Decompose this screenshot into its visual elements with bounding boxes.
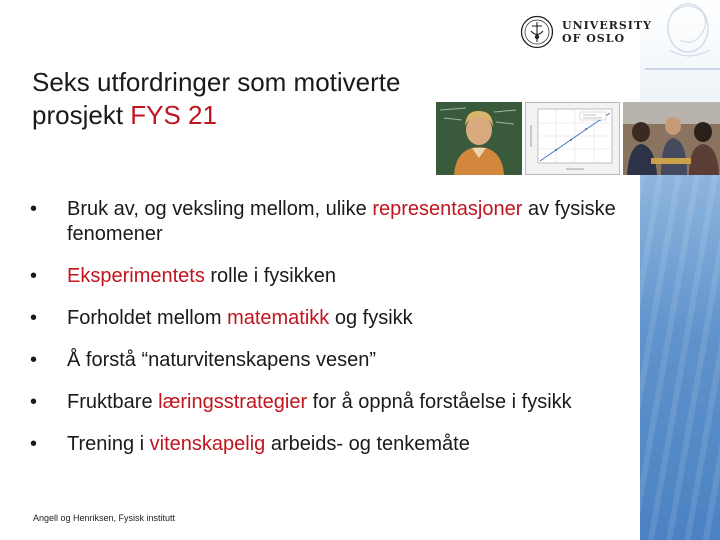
title-line1: Seks utfordringer som motiverte bbox=[32, 67, 401, 97]
list-item-text: Å forstå “naturvitenskapens vesen” bbox=[67, 349, 377, 371]
bullet-marker: • bbox=[30, 307, 38, 329]
list-item-text: Fruktbare bbox=[67, 391, 159, 413]
title-line2-accent: FYS 21 bbox=[130, 100, 217, 130]
list-item bbox=[30, 432, 630, 457]
list-item-text-end: av fysiske fenomener bbox=[67, 198, 616, 245]
list-item-text-end: og fysikk bbox=[329, 307, 413, 329]
university-name-line2: OF OSLO bbox=[562, 32, 626, 45]
classroom-photo bbox=[623, 102, 720, 175]
list-item-text: Trening i bbox=[67, 433, 150, 455]
list-item-highlight: matematikk bbox=[227, 307, 330, 329]
list-item-text-end: rolle i fysikken bbox=[204, 265, 336, 287]
university-seal-icon bbox=[520, 15, 554, 49]
university-name-line1: UNIVERSITY bbox=[562, 19, 652, 32]
list-item-highlight: læringsstrategier bbox=[158, 391, 308, 413]
list-item-highlight: Eksperimentets bbox=[67, 265, 205, 287]
list-item bbox=[30, 348, 630, 373]
list-item-text: Bruk av, og veksling mellom, ulike bbox=[67, 198, 373, 220]
list-item bbox=[30, 390, 630, 415]
bullet-list bbox=[30, 197, 630, 474]
bullet-marker: • bbox=[30, 433, 38, 455]
graph-image bbox=[525, 102, 620, 175]
list-item-text-end: for å oppnå forståelse i fysikk bbox=[307, 391, 572, 413]
list-item bbox=[30, 197, 630, 247]
title-line2-prefix: prosjekt bbox=[32, 100, 131, 130]
bust-watermark bbox=[640, 0, 720, 70]
header-rule bbox=[645, 68, 720, 70]
list-item-highlight: vitenskapelig bbox=[149, 433, 266, 455]
list-item-text-end: arbeids- og tenkemåte bbox=[265, 433, 470, 455]
list-item-highlight: representasjoner bbox=[372, 198, 523, 220]
list-item bbox=[30, 264, 630, 289]
teacher-photo bbox=[436, 102, 522, 175]
side-band-pattern bbox=[640, 170, 720, 540]
university-name bbox=[562, 19, 652, 45]
bullet-marker: • bbox=[30, 391, 38, 413]
footer-credit: Angell og Henriksen, Fysisk institutt bbox=[33, 513, 176, 523]
bullet-marker: • bbox=[30, 265, 38, 287]
list-item-text: Forholdet mellom bbox=[67, 307, 228, 329]
bullet-marker: • bbox=[30, 349, 38, 371]
bullet-marker: • bbox=[30, 198, 38, 220]
side-band bbox=[640, 170, 720, 540]
list-item bbox=[30, 306, 630, 331]
university-logo bbox=[520, 12, 652, 52]
